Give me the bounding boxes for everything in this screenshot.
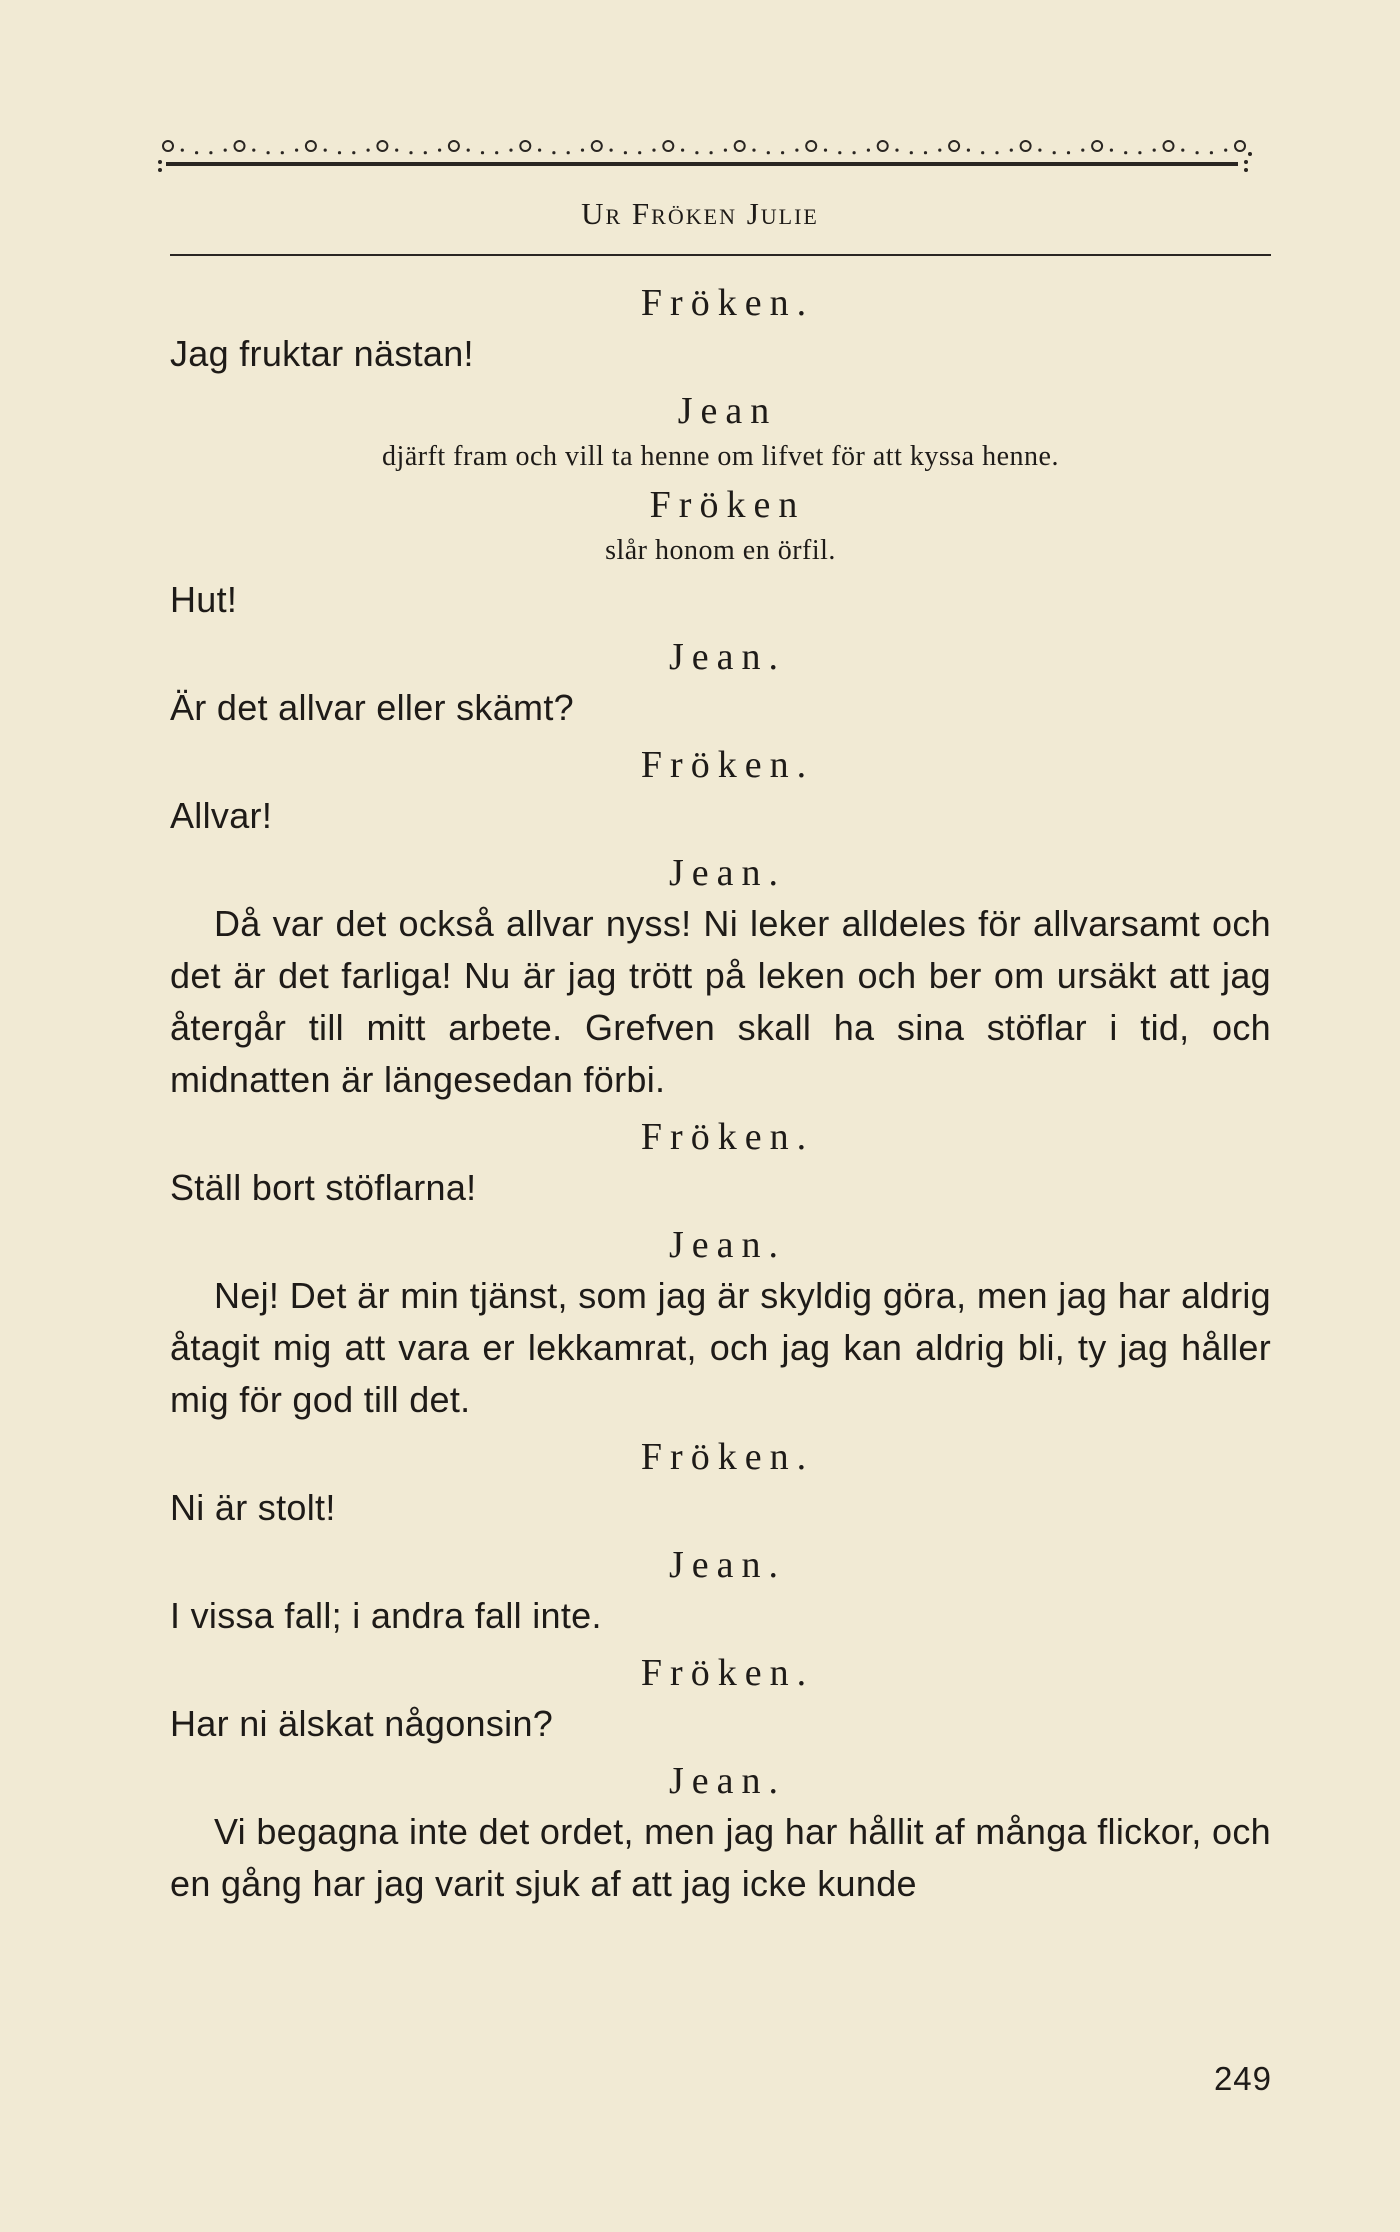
stage-direction: slår honom en örfil. [605, 535, 836, 566]
speech-line: Ni är stolt! [170, 1487, 336, 1528]
speaker-name: Jean [677, 390, 778, 432]
speaker-name: Fröken [649, 484, 806, 526]
running-head: Ur Fröken Julie [581, 196, 819, 231]
speaker-name: Jean. [668, 1224, 787, 1266]
decorative-header-ornament [156, 112, 1256, 172]
speech-line: Hut! [170, 579, 238, 620]
speaker-name: Fröken. [640, 1116, 815, 1158]
speaker-name: Fröken. [640, 1436, 815, 1478]
stage-direction: djärft fram och vill ta henne om lifvet för att kyssa henne. [382, 441, 1059, 472]
header-rule [170, 254, 1271, 256]
speech-line: Har ni älskat någonsin? [170, 1703, 554, 1744]
speech-line: Jag fruktar nästan! [170, 333, 474, 374]
speech-line: Ställ bort stöflarna! [170, 1167, 477, 1208]
speech-line: Är det allvar eller skämt? [170, 687, 574, 728]
speaker-name: Fröken. [640, 744, 815, 786]
speaker-name: Fröken. [640, 1652, 815, 1694]
play-text [170, 278, 1271, 1916]
speaker-name: Jean. [668, 852, 787, 894]
speaker-name: Jean. [668, 636, 787, 678]
page-number: 249 [1213, 2060, 1272, 2097]
speech-line: Allvar! [170, 795, 273, 836]
speech-line: Då var det också allvar nyss! Ni leker alldeles för allvarsamt och det är det farliga! Nu är jag trött på leken och ber om ursäkt att jag återgår till mitt arbete. Grefven skall ha sina stöflar i tid, och midnatten är längesedan förbi. [170, 903, 1271, 1100]
speech-line: Nej! Det är min tjänst, som jag är skyldig göra, men jag har aldrig åtagit mig att vara er lekkamrat, och jag kan aldrig bli, ty jag håller mig för god till det. [170, 1275, 1271, 1420]
speaker-name: Jean. [668, 1544, 787, 1586]
speaker-name: Jean. [668, 1760, 787, 1802]
speech-line: Vi begagna inte det ordet, men jag har hållit af många flickor, och en gång har jag varit sjuk af att jag icke kunde [170, 1811, 1271, 1904]
speech-line: I vissa fall; i andra fall inte. [170, 1595, 602, 1636]
speaker-name: Fröken. [640, 282, 815, 324]
